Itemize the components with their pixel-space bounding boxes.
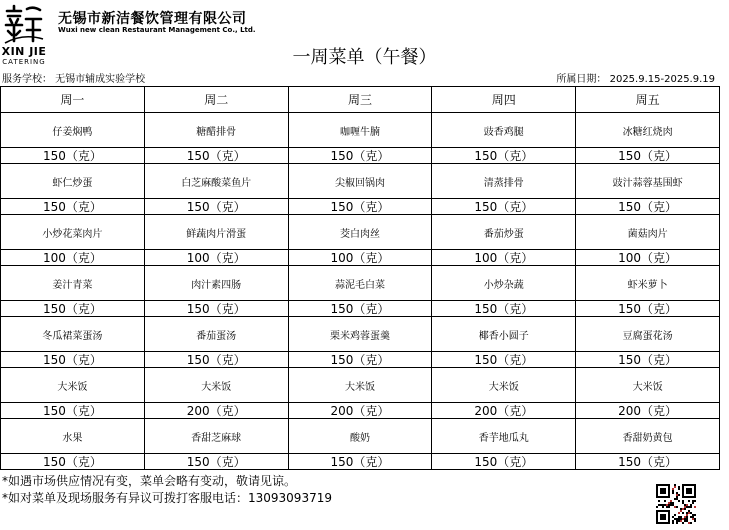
dish-cell: 茭白肉丝 [288,215,432,250]
quantity-cell: 150（克） [1,454,145,470]
logo-text-sub: CATERING [2,58,46,66]
quantity-cell: 150（克） [576,148,720,164]
dish-cell: 香甜芝麻球 [144,419,288,454]
quantity-row [1,403,720,419]
quantity-row [1,352,720,368]
dish-cell: 小炒杂蔬 [432,266,576,301]
day-header: 周五 [576,87,720,113]
dish-cell: 椰香小圆子 [432,317,576,352]
dish-cell: 尖椒回锅肉 [288,164,432,199]
quantity-cell: 150（克） [576,301,720,317]
quantity-cell: 150（克） [576,352,720,368]
dish-cell: 番茄蛋汤 [144,317,288,352]
dish-cell: 菌菇肉片 [576,215,720,250]
quantity-cell: 150（克） [432,301,576,317]
dish-cell: 清蒸排骨 [432,164,576,199]
company-logo-icon [3,3,45,45]
dish-cell: 大米饭 [1,368,145,403]
quantity-cell: 150（克） [1,199,145,215]
note-supply-change: *如遇市场供应情况有变，菜单会略有变动，敬请见谅。 [2,474,297,488]
dish-row [1,317,720,352]
dish-cell: 大米饭 [144,368,288,403]
quantity-cell: 100（克） [432,250,576,266]
quantity-cell: 100（克） [1,250,145,266]
dish-cell: 水果 [1,419,145,454]
quantity-cell: 150（克） [288,352,432,368]
quantity-cell: 200（克） [288,403,432,419]
page-title: 一周菜单（午餐） [292,47,437,68]
dish-cell: 香芋地瓜丸 [432,419,576,454]
note-service-hotline: *如对菜单及现场服务有异议可拨打客服电话：13093093719 [2,491,332,505]
dish-cell: 酸奶 [288,419,432,454]
dish-cell: 豆腐蛋花汤 [576,317,720,352]
dish-cell: 栗米鸡蓉蛋羹 [288,317,432,352]
quantity-cell: 150（克） [288,199,432,215]
quantity-row [1,199,720,215]
dish-cell: 姜汁青菜 [1,266,145,301]
dish-cell: 蒜泥毛白菜 [288,266,432,301]
quantity-cell: 100（克） [288,250,432,266]
day-header: 周四 [432,87,576,113]
dish-cell: 糖醋排骨 [144,113,288,148]
quantity-cell: 150（克） [144,199,288,215]
day-header: 周二 [144,87,288,113]
quantity-cell: 200（克） [144,403,288,419]
quantity-cell: 150（克） [576,454,720,470]
quantity-cell: 150（克） [1,403,145,419]
dish-cell: 大米饭 [288,368,432,403]
dish-cell: 仔姜焖鸭 [1,113,145,148]
dish-cell: 豉汁蒜蓉基围虾 [576,164,720,199]
dish-row [1,368,720,403]
quantity-cell: 100（克） [144,250,288,266]
quantity-cell: 150（克） [432,352,576,368]
quantity-cell: 150（克） [288,301,432,317]
quantity-cell: 150（克） [144,352,288,368]
quantity-row [1,148,720,164]
dish-cell: 鲜蔬肉片滑蛋 [144,215,288,250]
dish-row [1,419,720,454]
day-header: 周一 [1,87,145,113]
qr-code-icon [656,484,696,524]
dish-cell: 豉香鸡腿 [432,113,576,148]
company-name-cn: 无锡市新洁餐饮管理有限公司 [58,11,247,27]
dish-cell: 番茄炒蛋 [432,215,576,250]
dish-cell: 虾米萝卜 [576,266,720,301]
menu-table [0,86,720,470]
dish-cell: 香甜奶黄包 [576,419,720,454]
dish-cell: 咖喱牛腩 [288,113,432,148]
logo-text-en: XIN JIE [1,45,47,58]
dish-cell: 大米饭 [432,368,576,403]
quantity-cell: 150（克） [1,301,145,317]
quantity-row [1,250,720,266]
dish-row [1,164,720,199]
day-header: 周三 [288,87,432,113]
quantity-cell: 150（克） [1,352,145,368]
quantity-cell: 150（克） [288,148,432,164]
header-row [1,87,720,113]
quantity-cell: 150（克） [144,301,288,317]
quantity-cell: 150（克） [288,454,432,470]
quantity-cell: 150（克） [1,148,145,164]
quantity-cell: 200（克） [432,403,576,419]
dish-cell: 冬瓜裙菜蛋汤 [1,317,145,352]
dish-cell: 冰糖红烧肉 [576,113,720,148]
quantity-row [1,454,720,470]
quantity-cell: 150（克） [432,199,576,215]
quantity-row [1,301,720,317]
dish-cell: 小炒花菜肉片 [1,215,145,250]
quantity-cell: 150（克） [432,148,576,164]
dish-row [1,266,720,301]
quantity-cell: 100（克） [576,250,720,266]
dish-cell: 白芝麻酸菜鱼片 [144,164,288,199]
quantity-cell: 150（克） [144,148,288,164]
date-range: 所属日期： 2025.9.15-2025.9.19 [556,74,715,85]
company-name-en: Wuxi new clean Restaurant Management Co., Ltd. [58,26,256,34]
dish-cell: 大米饭 [576,368,720,403]
quantity-cell: 150（克） [144,454,288,470]
dish-cell: 虾仁炒蛋 [1,164,145,199]
dish-row [1,215,720,250]
dish-cell: 肉汁素四肠 [144,266,288,301]
service-school: 服务学校： 无锡市辅成实验学校 [2,74,146,85]
dish-row [1,113,720,148]
quantity-cell: 200（克） [576,403,720,419]
quantity-cell: 150（克） [576,199,720,215]
quantity-cell: 150（克） [432,454,576,470]
